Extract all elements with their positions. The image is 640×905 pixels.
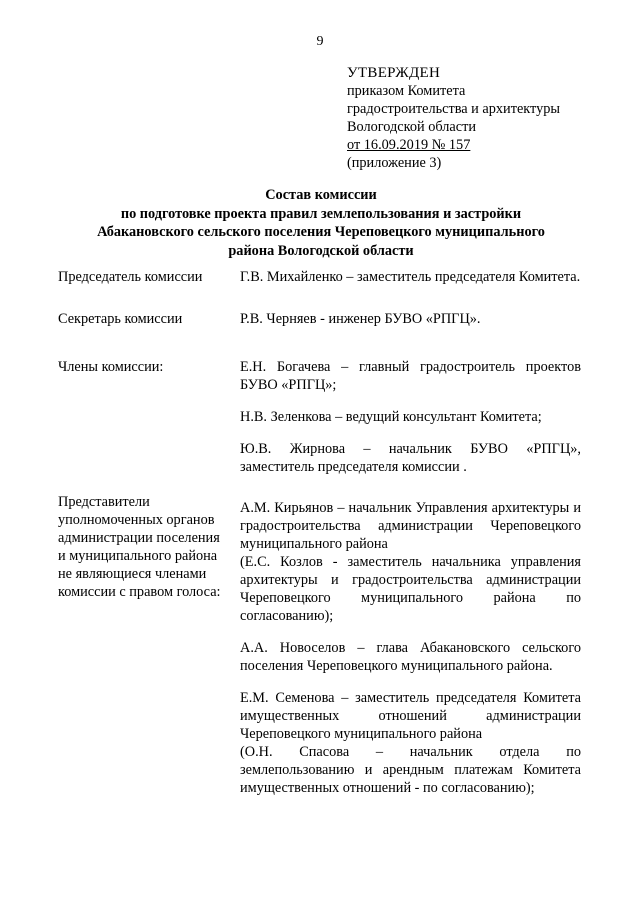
member-item: Ю.В. Жирнова – начальник БУВО «РПГЦ», заместитель председателя комиссии . <box>240 441 581 475</box>
approval-stamp: УТВЕРЖДЕН <box>347 65 441 81</box>
document-title <box>60 186 582 260</box>
representative-item: А.А. Новоселов – глава Абакановского сельского поселения Череповецкого муниципального района. <box>240 640 581 674</box>
member-item: Н.В. Зеленкова – ведущий консультант Комитета; <box>240 409 542 425</box>
secretary-label: Секретарь комиссии <box>58 311 183 327</box>
representatives-label: Представители уполномоченных органов администрации поселения и муниципального района не являющиеся членами комиссии с правом голоса: <box>58 494 221 600</box>
chairman-value: Г.В. Михайленко – заместитель председателя Комитета. <box>240 269 581 285</box>
chairman-label: Председатель комиссии <box>58 269 203 285</box>
members-label: Члены комиссии: <box>58 359 164 375</box>
member-item: Е.Н. Богачева – главный градостроитель проектов БУВО «РПГЦ»; <box>240 359 581 393</box>
approval-block <box>347 64 560 172</box>
representative-item: А.М. Кирьянов – начальник Управления архитектуры и градостроительства администрации Череповецкого муниципального района <box>240 500 581 552</box>
approval-appendix: (приложение 3) <box>347 155 442 171</box>
approval-line-1: приказом Комитета <box>347 83 466 99</box>
representative-item: (Е.С. Козлов - заместитель начальника управления архитектуры и градостроительства администрации Череповецкого муниципального района по согласованию); <box>240 554 581 624</box>
page-number: 9 <box>316 34 324 49</box>
title-line-4: района Вологодской области <box>228 242 414 259</box>
members-list <box>240 358 581 476</box>
approval-line-2: градостроительства и архитектуры <box>347 101 561 117</box>
secretary-value: Р.В. Черняев - инженер БУВО «РПГЦ». <box>240 311 481 327</box>
approval-date: от 16.09.2019 № 157 <box>347 137 471 153</box>
representative-item: (О.Н. Спасова – начальник отдела по землепользованию и арендным платежам Комитета имущественных отношений - по согласованию); <box>240 744 581 796</box>
title-line-2: по подготовке проекта правил землепользования и застройки <box>120 205 522 222</box>
title-line-3: Абакановского сельского поселения Череповецкого муниципального <box>97 224 545 240</box>
title-line-1: Состав комиссии <box>265 187 377 203</box>
representatives-list <box>240 499 581 797</box>
approval-line-3: Вологодской области <box>347 119 477 135</box>
representative-item: Е.М. Семенова – заместитель председателя Комитета имущественных отношений администрации Череповецкого муниципального района <box>240 690 581 742</box>
